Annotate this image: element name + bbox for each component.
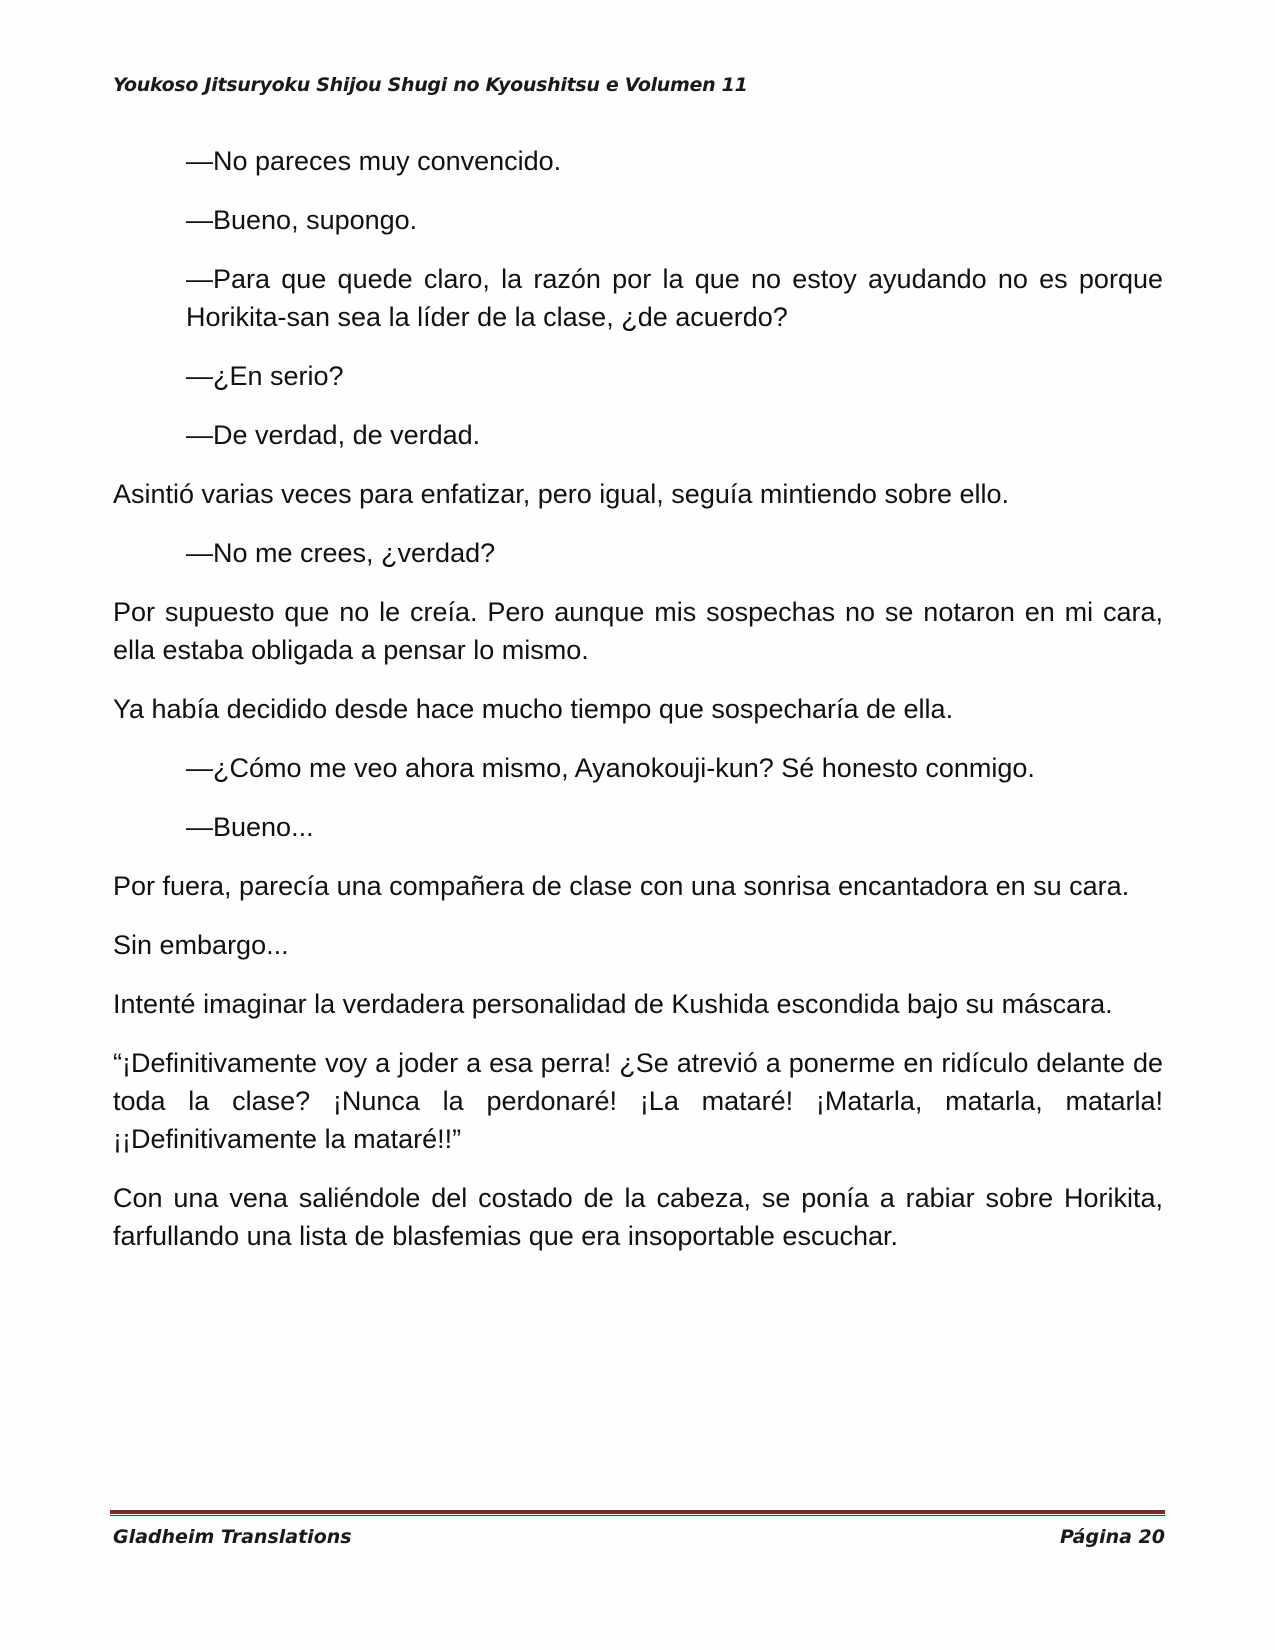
body-text bbox=[113, 142, 1163, 1276]
paragraph: —Para que quede claro, la razón por la que no estoy ayudando no es porque Horikita-san sea la líder de la clase, ¿de acuerdo? bbox=[186, 264, 1163, 332]
paragraph: Asintió varias veces para enfatizar, pero igual, seguía mintiendo sobre ello. bbox=[113, 479, 1010, 509]
paragraph: —¿Cómo me veo ahora mismo, Ayanokouji-kun? Sé honesto conmigo. bbox=[186, 753, 1035, 783]
paragraph: —De verdad, de verdad. bbox=[186, 420, 481, 450]
footer-divider bbox=[110, 1510, 1165, 1516]
paragraph: —No me crees, ¿verdad? bbox=[186, 538, 496, 568]
paragraph: —No pareces muy convencido. bbox=[186, 146, 562, 176]
paragraph: Intenté imaginar la verdadera personalidad de Kushida escondida bajo su máscara. bbox=[113, 989, 1113, 1019]
paragraph: —Bueno... bbox=[186, 812, 314, 842]
paragraph: Por fuera, parecía una compañera de clase con una sonrisa encantadora en su cara. bbox=[113, 871, 1130, 901]
header-title: Youkoso Jitsuryoku Shijou Shugi no Kyoushitsu e Volumen 11 bbox=[113, 74, 748, 96]
paragraph: Ya había decidido desde hace mucho tiempo que sospecharía de ella. bbox=[113, 694, 954, 724]
page-number: Página 20 bbox=[1059, 1526, 1165, 1548]
paragraph: Con una vena saliéndole del costado de la cabeza, se ponía a rabiar sobre Horikita, farfullando una lista de blasfemias que era insoportable escuchar. bbox=[113, 1183, 1163, 1251]
paragraph: “¡Definitivamente voy a joder a esa perra! ¿Se atrevió a ponerme en ridículo delante de toda la clase? ¡Nunca la perdonaré! ¡La mataré! ¡Matarla, matarla, matarla! ¡¡Definitivamente la mataré!!” bbox=[113, 1048, 1163, 1154]
paragraph: —Bueno, supongo. bbox=[186, 205, 418, 235]
paragraph: —¿En serio? bbox=[186, 361, 344, 391]
paragraph: Sin embargo... bbox=[113, 930, 289, 960]
footer-credit: Gladheim Translations bbox=[113, 1526, 352, 1548]
paragraph: Por supuesto que no le creía. Pero aunque mis sospechas no se notaron en mi cara, ella estaba obligada a pensar lo mismo. bbox=[113, 597, 1163, 665]
